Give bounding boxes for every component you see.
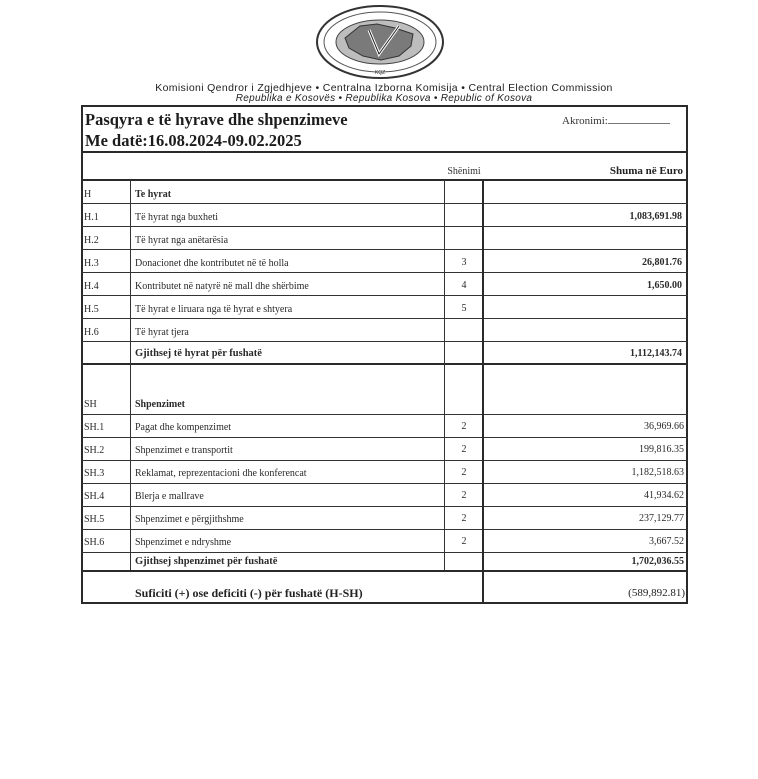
row-label: Reklamat, reprezentacioni dhe konferencat bbox=[135, 468, 307, 479]
row-note: 4 bbox=[461, 280, 467, 291]
row-code: SH.4 bbox=[84, 491, 105, 502]
row-note: 2 bbox=[461, 444, 467, 455]
expense-total-amount: 1,702,036.55 bbox=[631, 556, 684, 567]
row-label: Pagat dhe kompenzimet bbox=[135, 422, 232, 433]
document-date-range: Me datë:16.08.2024-09.02.2025 bbox=[85, 131, 302, 150]
row-code: H.1 bbox=[84, 212, 99, 223]
row-label: Donacionet dhe kontributet në të holla bbox=[135, 258, 289, 269]
column-header-note: Shënimi bbox=[447, 166, 481, 177]
row-note: 2 bbox=[461, 513, 467, 524]
divider bbox=[81, 552, 688, 553]
divider bbox=[81, 437, 688, 438]
row-label: Kontributet në natyrë në mall dhe shërbime bbox=[135, 281, 309, 292]
acronym-blank-line bbox=[608, 114, 670, 124]
row-code: H.5 bbox=[84, 304, 99, 315]
expense-section-title: Shpenzimet bbox=[135, 399, 185, 410]
row-note: 2 bbox=[461, 490, 467, 501]
row-amount: 199,816.35 bbox=[639, 444, 684, 455]
row-code: SH.2 bbox=[84, 445, 105, 456]
republic-name-line: Republika e Kosovës • Republika Kosova • Republic of Kosova bbox=[235, 93, 533, 104]
divider bbox=[81, 483, 688, 484]
divider bbox=[81, 363, 688, 365]
row-amount: 36,969.66 bbox=[644, 421, 684, 432]
divider bbox=[81, 179, 688, 181]
document-title-block bbox=[85, 109, 348, 151]
divider bbox=[81, 295, 688, 296]
row-amount: 1,083,691.98 bbox=[629, 211, 682, 222]
acronym-label: Akronimi: bbox=[562, 115, 608, 127]
row-label: Të hyrat tjera bbox=[135, 327, 189, 338]
row-label: Blerja e mallrave bbox=[135, 491, 204, 502]
row-code: SH.6 bbox=[84, 537, 105, 548]
row-amount: 1,650.00 bbox=[647, 280, 682, 291]
column-divider bbox=[130, 179, 131, 570]
row-note: 2 bbox=[461, 536, 467, 547]
divider bbox=[81, 570, 688, 572]
row-code: SH.3 bbox=[84, 468, 105, 479]
divider bbox=[81, 272, 688, 273]
row-code: H.3 bbox=[84, 258, 99, 269]
row-label: Të hyrat nga anëtarësia bbox=[135, 235, 229, 246]
income-section-title: Te hyrat bbox=[135, 189, 172, 200]
divider bbox=[81, 529, 688, 530]
divider bbox=[81, 506, 688, 507]
divider bbox=[81, 249, 688, 250]
column-divider bbox=[444, 179, 445, 570]
row-label: Të hyrat e liruara nga të hyrat e shtyera bbox=[135, 304, 293, 315]
row-code: H.2 bbox=[84, 235, 99, 246]
row-amount: 3,667.52 bbox=[649, 536, 684, 547]
divider bbox=[81, 414, 688, 415]
row-amount: 237,129.77 bbox=[639, 513, 684, 524]
row-amount: 1,182,518.63 bbox=[631, 467, 684, 478]
row-label: Shpenzimet e përgjithshme bbox=[135, 514, 244, 525]
income-section-code: H bbox=[84, 189, 92, 200]
income-total-amount: 1,112,143.74 bbox=[630, 348, 682, 359]
row-label: Të hyrat nga buxheti bbox=[135, 212, 219, 223]
surplus-deficit-amount: (589,892.81) bbox=[628, 587, 685, 599]
expense-total-label: Gjithsej shpenzimet për fushatë bbox=[135, 556, 278, 567]
row-amount: 41,934.62 bbox=[644, 490, 684, 501]
row-code: SH.5 bbox=[84, 514, 105, 525]
svg-text:KQZ: KQZ bbox=[374, 70, 386, 76]
income-total-label: Gjithsej të hyrat për fushatë bbox=[135, 348, 262, 359]
cec-seal-logo-icon bbox=[315, 4, 445, 80]
divider bbox=[81, 226, 688, 227]
divider bbox=[81, 151, 688, 153]
row-label: Shpenzimet e transportit bbox=[135, 445, 233, 456]
divider bbox=[81, 318, 688, 319]
row-label: Shpenzimet e ndryshme bbox=[135, 537, 232, 548]
row-code: SH.1 bbox=[84, 422, 105, 433]
row-code: H.4 bbox=[84, 281, 99, 292]
row-note: 3 bbox=[461, 257, 467, 268]
column-header-amount: Shuma në Euro bbox=[609, 165, 683, 177]
row-amount: 26,801.76 bbox=[642, 257, 682, 268]
divider bbox=[81, 203, 688, 204]
organization-name-line: Komisioni Qendror i Zgjedhjeve • Centralna Izborna Komisija • Central Election Commission bbox=[155, 82, 613, 94]
surplus-deficit-label: Suficiti (+) ose deficiti (-) për fushatë (H-SH) bbox=[135, 586, 363, 600]
row-code: H.6 bbox=[84, 327, 99, 338]
row-note: 2 bbox=[461, 421, 467, 432]
row-note: 5 bbox=[461, 303, 467, 314]
divider bbox=[81, 460, 688, 461]
expense-section-code: SH bbox=[84, 399, 97, 410]
row-note: 2 bbox=[461, 467, 467, 478]
acronym-field bbox=[562, 114, 670, 127]
divider bbox=[81, 341, 688, 342]
document-title: Pasqyra e të hyrave dhe shpenzimeve bbox=[85, 110, 348, 129]
